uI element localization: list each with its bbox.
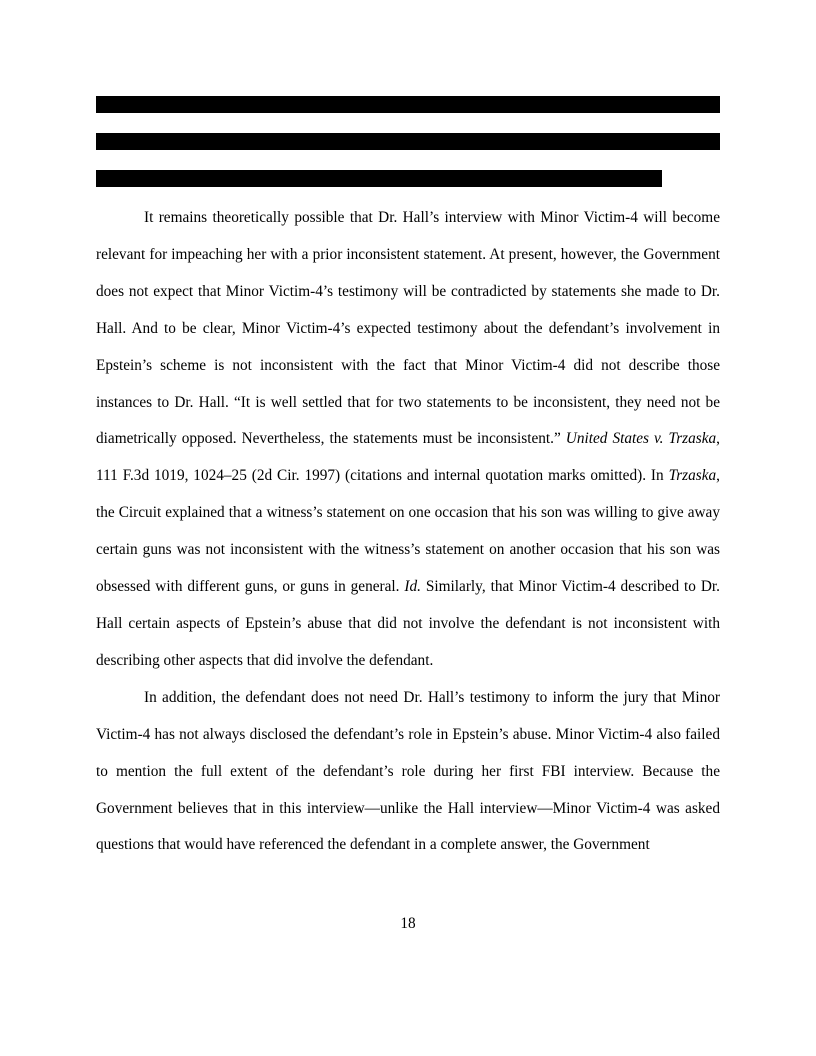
redaction-bar	[96, 170, 662, 187]
paragraph: In addition, the defendant does not need Dr. Hall’s testimony to inform the jury that Minor Victim-4 has not always disclosed the defendant’s role in Epstein’s abuse. Minor Victim-4 also failed to mention the full extent of the defendant’s role during her first FBI interview. Because the Government believes that in this interview—unlike the Hall interview—Minor Victim-4 was asked questions that would have referenced the defendant in a complete answer, the Government	[96, 688, 720, 854]
case-citation: United States v. Trzaska	[565, 430, 717, 448]
redaction-bar	[96, 133, 720, 150]
body-text	[96, 200, 720, 864]
case-short-name: Trzaska	[668, 467, 717, 485]
paragraph-text: , 111 F.3d 1019, 1024–25 (2d Cir. 1997) (citations and internal quotation marks omitted). In	[96, 430, 720, 485]
paragraph-text: It remains theoretically possible that Dr. Hall’s interview with Minor Victim-4 will become relevant for impeaching her with a prior inconsistent statement. At present, however, the Government does not expect that Minor Victim-4’s testimony will be contradicted by statements she made to Dr. Hall. And to be clear, Minor Victim-4’s expected testimony about the defendant’s involvement in Epstein’s scheme is not inconsistent with the fact that Minor Victim-4 did not describe those instances to Dr. Hall. “It is well settled that for two statements to be inconsistent, they need not be diametrically opposed. Nevertheless, the statements must be inconsistent.”	[96, 209, 720, 448]
paragraph	[96, 200, 720, 680]
page-number: 18	[400, 915, 416, 932]
paragraph-text: , the Circuit explained that a witness’s statement on one occasion that his son was willing to give away certain guns was not inconsistent with the witness’s statement on another occasion that his son was obsessed with different guns, or guns in general.	[96, 467, 720, 596]
id-citation: Id.	[404, 578, 421, 596]
redaction-bar	[96, 96, 720, 113]
paragraph-text: Similarly, that Minor Victim-4 described to Dr. Hall certain aspects of Epstein’s abuse that did not involve the defendant is not inconsistent with describing other aspects that did involve the defendant.	[96, 578, 720, 669]
